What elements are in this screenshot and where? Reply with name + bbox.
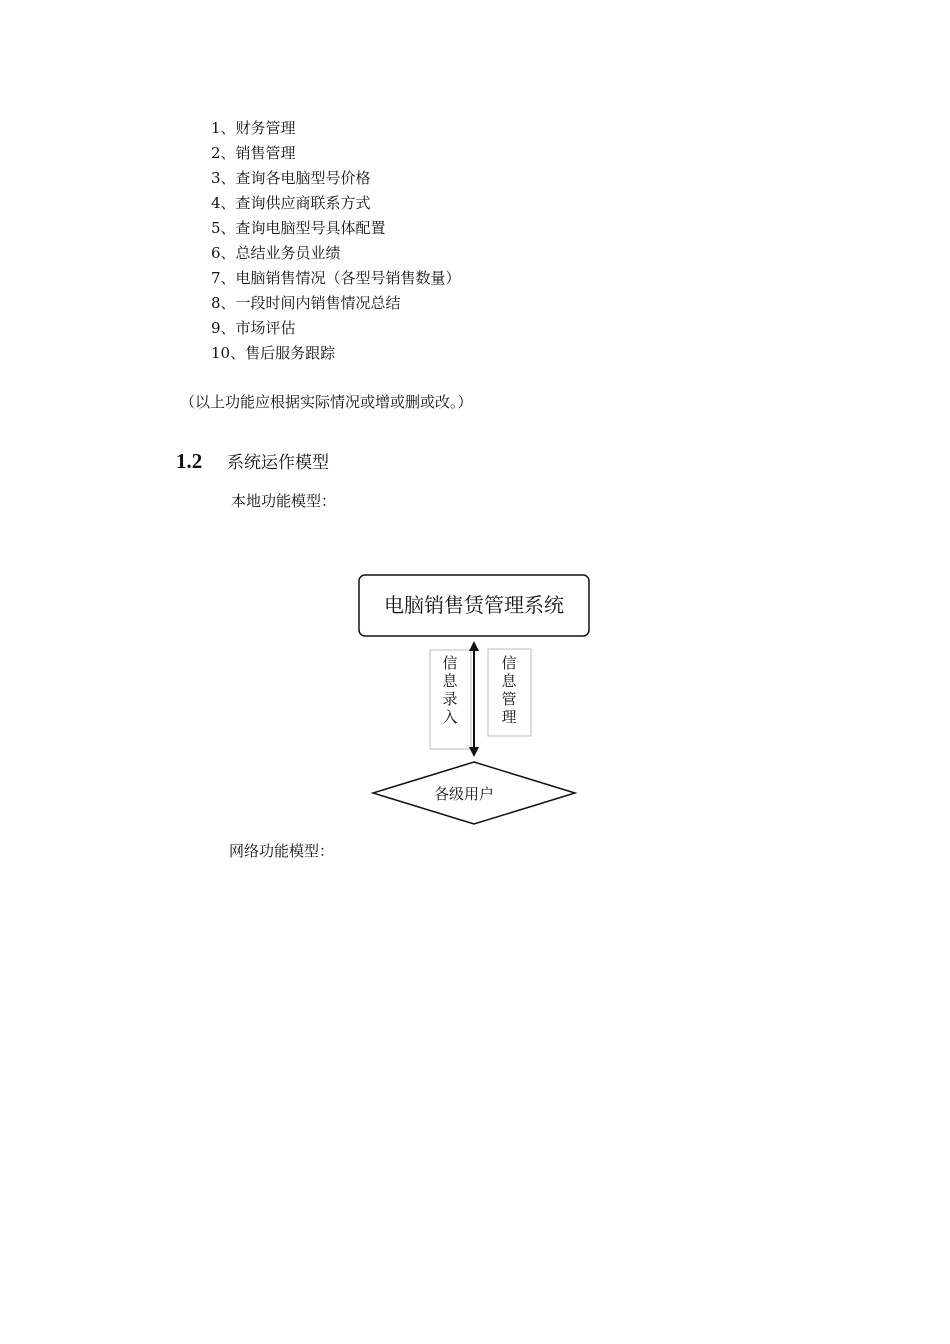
function-item: 8、一段时间内销售情况总结 xyxy=(211,294,401,312)
function-item: 2、销售管理 xyxy=(211,144,296,162)
function-item: 5、查询电脑型号具体配置 xyxy=(211,219,386,237)
input-label-char: 息 xyxy=(442,672,458,690)
input-label-char: 信 xyxy=(442,654,458,672)
function-item: 6、总结业务员业绩 xyxy=(211,244,341,262)
function-item: 3、查询各电脑型号价格 xyxy=(211,169,371,187)
users-diamond-label: 各级用户 xyxy=(433,785,495,803)
function-item: 1、财务管理 xyxy=(211,119,296,137)
manage-label-char: 信 xyxy=(501,654,517,672)
section-number: 1.2 xyxy=(176,449,203,473)
local-model-label: 本地功能模型： xyxy=(231,492,337,510)
section-title: 系统运作模型 xyxy=(227,453,329,473)
function-item: 4、查询供应商联系方式 xyxy=(211,194,371,212)
system-box-label: 电脑销售赁管理系统 xyxy=(384,593,564,617)
function-item: 7、电脑销售情况（各型号销售数量） xyxy=(211,269,461,287)
function-item: 9、市场评估 xyxy=(211,319,296,337)
input-label-char: 录 xyxy=(442,690,458,708)
manage-label-char: 息 xyxy=(501,672,517,690)
network-model-label: 网络功能模型： xyxy=(229,842,335,860)
manage-label-char: 理 xyxy=(501,708,517,726)
function-item: 10、售后服务跟踪 xyxy=(211,344,336,362)
function-note: （以上功能应根据实际情况或增或删或改。） xyxy=(180,393,473,411)
input-label-char: 入 xyxy=(442,708,458,726)
manage-label-char: 管 xyxy=(501,690,517,708)
